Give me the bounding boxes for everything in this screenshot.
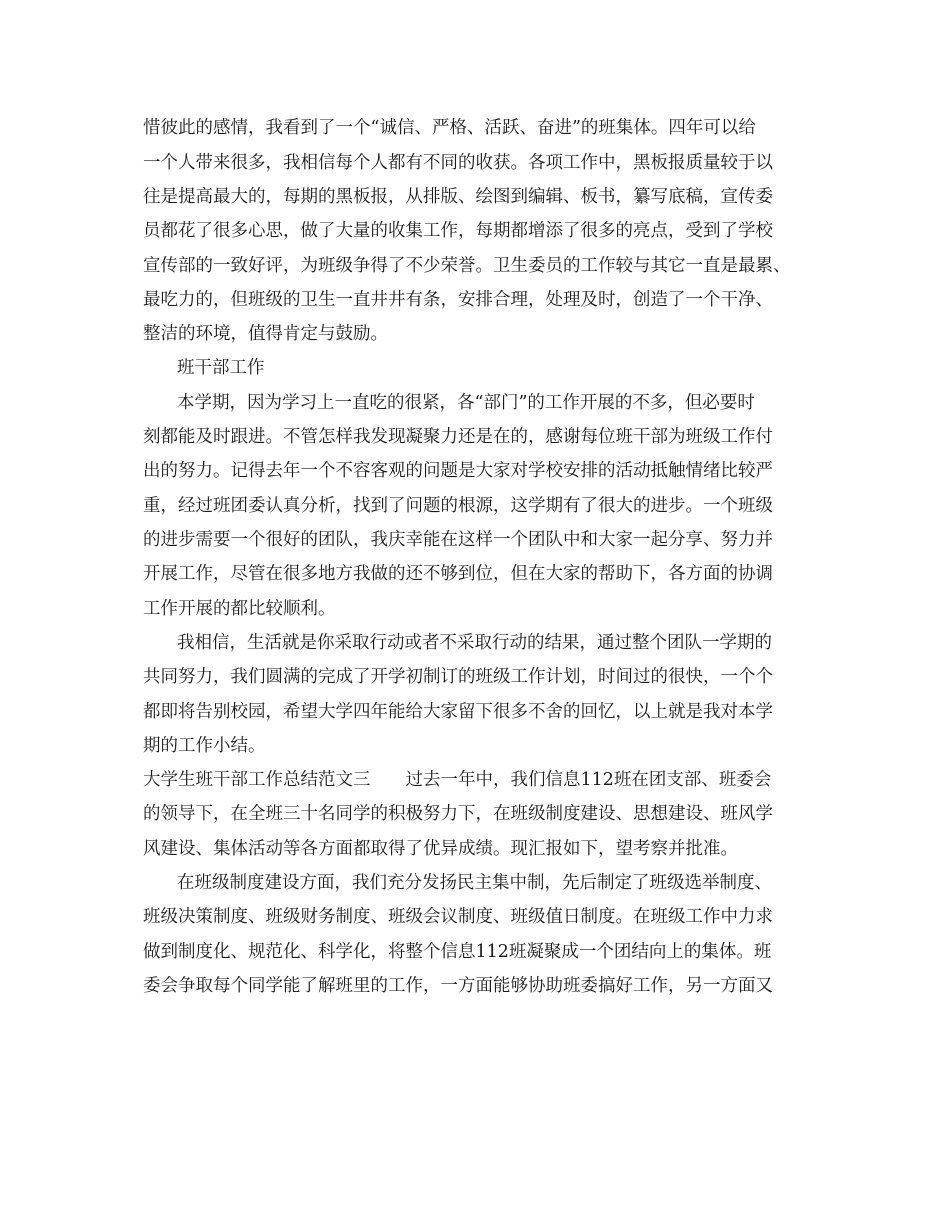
text-line: 做到制度化、规范化、科学化，将整个信息112班凝聚成一个团结向上的集体。班 — [143, 942, 772, 962]
section-heading: 班干部工作 — [177, 358, 265, 378]
text-line: 期的工作小结。 — [143, 736, 266, 756]
text-line: 往是提高最大的，每期的黑板报，从排版、绘图到编辑、板书，纂写底稿，宣传委 — [143, 187, 773, 207]
text-line: 宣传部的一致好评，为班级争得了不少荣誉。卫生委员的工作较与其它一直是最累、 — [143, 256, 791, 276]
text-line: 刻都能及时跟进。不管怎样我发现凝聚力还是在的，感谢每位班干部为班级工作付 — [143, 427, 773, 447]
text-line: 风建设、集体活动等各方面都取得了优异成绩。现汇报如下，望考察并批准。 — [143, 839, 738, 859]
text-line: 共同努力，我们圆满的完成了开学初制订的班级工作计划，时间过的很快，一个个 — [143, 667, 773, 687]
text-line: 在班级制度建设方面，我们充分发扬民主集中制，先后制定了班级选举制度、 — [177, 873, 772, 893]
text-line: 我相信，生活就是你采取行动或者不采取行动的结果，通过整个团队一学期的 — [177, 633, 772, 653]
text-line: 班级决策制度、班级财务制度、班级会议制度、班级值日制度。在班级工作中力求 — [143, 907, 773, 927]
text-line: 最吃力的，但班级的卫生一直井井有条，安排合理，处理及时，创造了一个干净、 — [143, 290, 773, 310]
text-line: 大学生班干部工作总结范文三 过去一年中，我们信息112班在团支部、班委会 — [143, 770, 772, 790]
text-line: 开展工作，尽管在很多地方我做的还不够到位，但在大家的帮助下，各方面的协调 — [143, 564, 773, 584]
text-line: 重，经过班团委认真分析，找到了问题的根源，这学期有了很大的进步。一个班级 — [143, 496, 773, 516]
text-line: 员都花了很多心思，做了大量的收集工作，每期都增添了很多的亮点，受到了学校 — [143, 221, 773, 241]
text-line: 惜彼此的感情，我看到了一个“诚信、严格、活跃、奋进”的班集体。四年可以给 — [143, 118, 756, 138]
text-line: 本学期，因为学习上一直吃的很紧，各“部门”的工作开展的不多，但必要时 — [177, 393, 755, 413]
text-line: 都即将告别校园，希望大学四年能给大家留下很多不舍的回忆，以上就是我对本学 — [143, 702, 773, 722]
text-line: 的领导下，在全班三十名同学的积极努力下，在班级制度建设、思想建设、班风学 — [143, 804, 773, 824]
text-line: 整洁的环境，值得肯定与鼓励。 — [143, 324, 388, 344]
text-line: 工作开展的都比较顺利。 — [143, 599, 336, 619]
text-line: 出的努力。记得去年一个不容客观的问题是大家对学校安排的活动抵触情绪比较严 — [143, 461, 773, 481]
text-line: 一个人带来很多，我相信每个人都有不同的收获。各项工作中，黑板报质量较于以 — [143, 153, 773, 173]
text-line: 委会争取每个同学能了解班里的工作，一方面能够协助班委搞好工作，另一方面又 — [143, 976, 773, 996]
text-line: 的进步需要一个很好的团队，我庆幸能在这样一个团队中和大家一起分享、努力并 — [143, 530, 773, 550]
